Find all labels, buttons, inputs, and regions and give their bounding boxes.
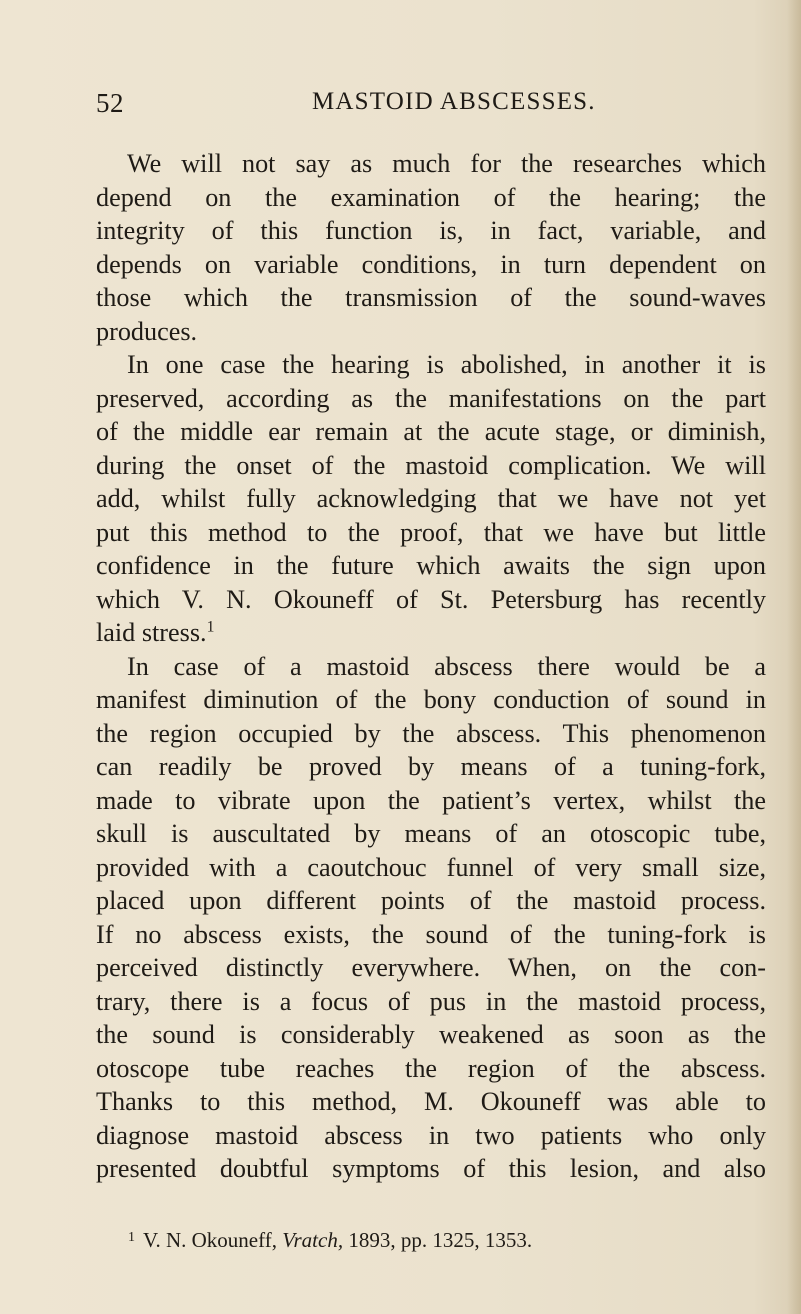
text-line: made to vibrate upon the patient’s vertex, whilst the — [96, 785, 766, 815]
text-line: the region occupied by the abscess. This phenomenon — [96, 718, 766, 748]
footnote-marker: 1 — [128, 1230, 135, 1245]
running-head: MASTOID ABSCESSES. — [312, 88, 596, 115]
footnote-details: 1893, pp. 1325, 1353. — [348, 1228, 533, 1252]
text-line-with-footnote — [96, 616, 766, 650]
text-line: confidence in the future which awaits the sign upon — [96, 551, 766, 580]
text-line: otoscope tube reaches the region of the abscess. — [96, 1053, 766, 1083]
text-line: diagnose mastoid abscess in two patients who only — [96, 1120, 766, 1150]
footnote — [128, 1226, 532, 1252]
text-line: We will not say as much for the researches which — [127, 149, 766, 178]
body-text — [96, 147, 766, 1186]
text-line: laid stress. — [96, 618, 207, 647]
text-line: perceived distinctly everywhere. When, on the con- — [96, 953, 766, 982]
text-line: which V. N. Okouneff of St. Petersburg has recently — [96, 584, 766, 614]
text-line: presented doubtful symptoms of this lesion, and also — [96, 1154, 766, 1183]
page-number: 52 — [96, 88, 124, 118]
text-line: depend on the examination of the hearing; the — [96, 182, 766, 212]
page-header — [96, 88, 596, 124]
text-line: In one case the hearing is abolished, in another it is — [127, 350, 766, 379]
text-line: the sound is considerably weakened as soon as the — [96, 1020, 766, 1049]
text-line: integrity of this function is, in fact, variable, and — [96, 216, 766, 245]
text-line: placed upon different points of the mastoid process. — [96, 886, 766, 915]
text-line: In case of a mastoid abscess there would be a — [127, 651, 766, 681]
text-line: add, whilst fully acknowledging that we have not yet — [96, 484, 766, 513]
page-edge-shadow — [787, 0, 801, 1314]
text-line: put this method to the proof, that we have but little — [96, 517, 766, 547]
footnote-journal: Vratch, — [282, 1228, 344, 1252]
text-line: produces. — [96, 316, 198, 346]
footnote-reference: 1 — [206, 618, 215, 636]
text-line: of the middle ear remain at the acute stage, or diminish, — [96, 417, 766, 446]
footnote-author: V. N. Okouneff, — [143, 1228, 277, 1252]
text-line: during the onset of the mastoid complication. We will — [96, 450, 766, 480]
text-line: preserved, according as the manifestations on the part — [96, 383, 766, 413]
text-line: those which the transmission of the sound-waves — [96, 283, 766, 312]
text-line: Thanks to this method, M. Okouneff was able to — [96, 1087, 766, 1116]
text-line: depends on variable conditions, in turn dependent on — [96, 249, 766, 279]
text-line: If no abscess exists, the sound of the tuning-fork is — [96, 919, 766, 949]
text-line: skull is auscultated by means of an otoscopic tube, — [96, 819, 766, 848]
text-line: trary, there is a focus of pus in the mastoid process, — [96, 986, 766, 1016]
text-line: can readily be proved by means of a tuning-fork, — [96, 752, 766, 781]
text-line: manifest diminution of the bony conduction of sound in — [96, 685, 766, 714]
text-line: provided with a caoutchouc funnel of very small size, — [96, 852, 766, 882]
